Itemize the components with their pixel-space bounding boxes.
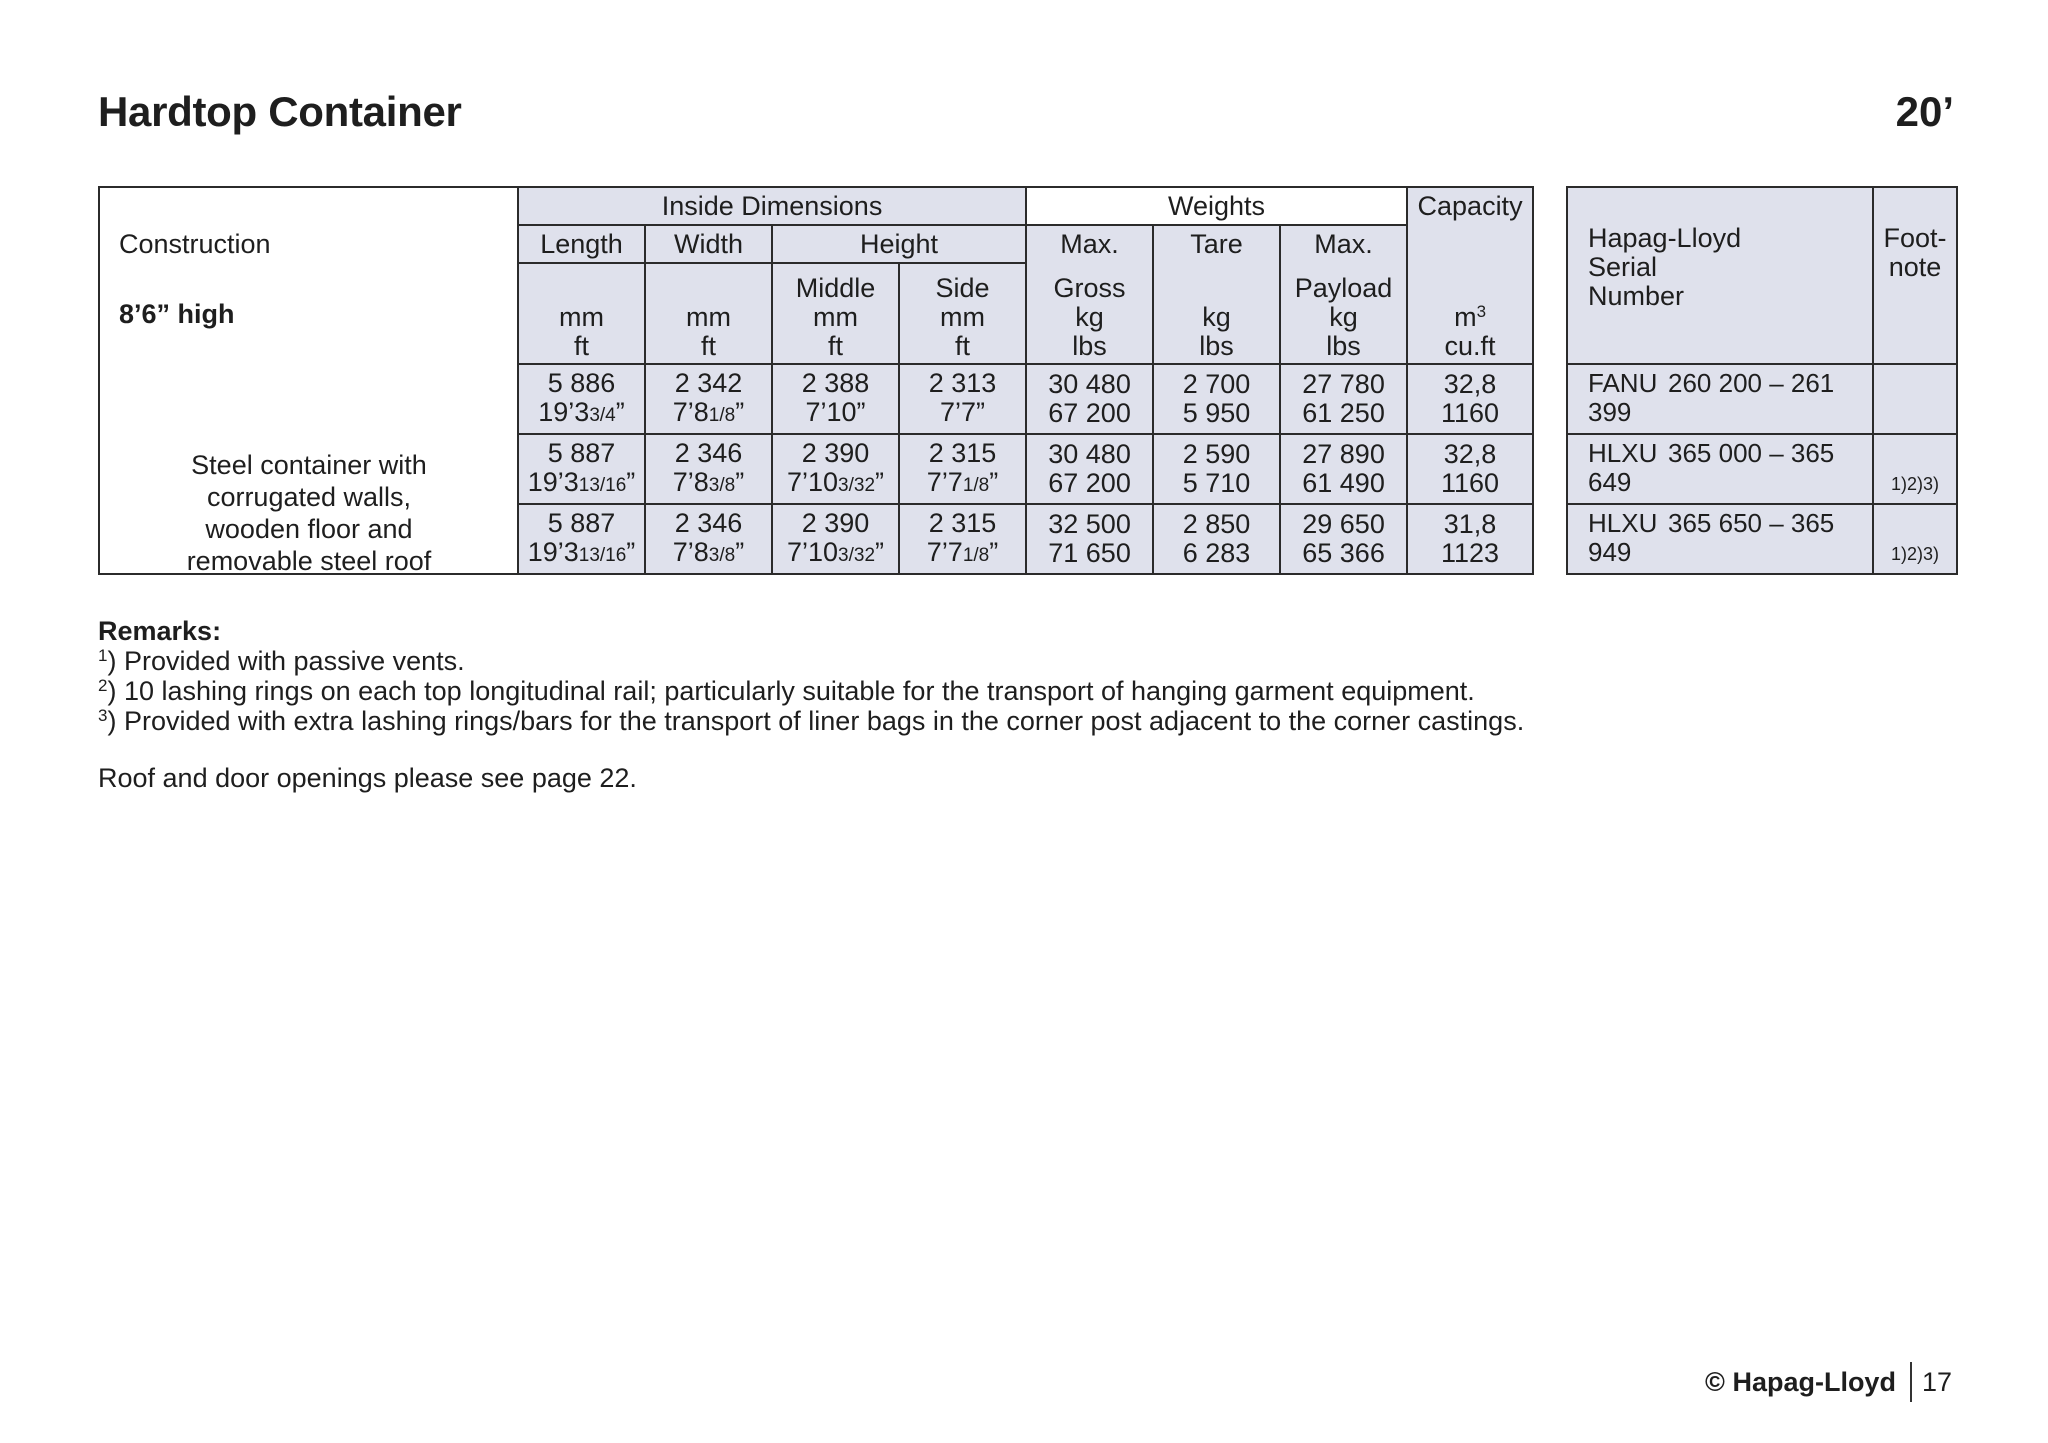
height-class-label: 8’6” high bbox=[119, 299, 235, 329]
remark-item: $^3$) Provided with extra lashing rings/bars for the transport of liner bags in the corner post adjacent to the corner castings. bbox=[98, 706, 1525, 736]
row-height-middle: 2 388 7’10” bbox=[772, 364, 899, 434]
remarks-section bbox=[98, 616, 1524, 736]
serial-range: HLXU 365 650 – 365 949 bbox=[1567, 504, 1873, 574]
row-height-side: 2 315 7’71/8” bbox=[899, 504, 1026, 574]
serial-footnote: 1)2)3) bbox=[1873, 434, 1957, 504]
header-width: Width bbox=[645, 225, 772, 263]
serial-row bbox=[1567, 364, 1957, 434]
row-tare: 2 590 5 710 bbox=[1153, 434, 1280, 504]
group-inside-dimensions: Inside Dimensions bbox=[518, 187, 1026, 225]
unit-gross: Gross kg lbs bbox=[1026, 263, 1153, 364]
header-tare: Tare bbox=[1153, 225, 1280, 263]
header-height: Height bbox=[772, 225, 1026, 263]
serial-row bbox=[1567, 434, 1957, 504]
row-capacity: 31,8 1123 bbox=[1407, 504, 1533, 574]
capacity-blank bbox=[1407, 225, 1533, 263]
row-gross: 32 500 71 650 bbox=[1026, 504, 1153, 574]
remarks-heading: Remarks: bbox=[98, 616, 222, 646]
footer-divider bbox=[1910, 1362, 1912, 1402]
serial-range: HLXU 365 000 – 365 649 bbox=[1567, 434, 1873, 504]
remark-item: $^1$) Provided with passive vents. bbox=[98, 646, 465, 676]
header-max-gross: Max. bbox=[1026, 225, 1153, 263]
serial-row bbox=[1567, 504, 1957, 574]
row-tare: 2 850 6 283 bbox=[1153, 504, 1280, 574]
construction-cell bbox=[99, 187, 518, 574]
header-serial-number: Hapag-Lloyd Serial Number bbox=[1567, 187, 1873, 364]
row-payload: 27 890 61 490 bbox=[1280, 434, 1407, 504]
construction-description: Steel container with corrugated walls, wooden floor and removable steel roof bbox=[186, 450, 432, 576]
copyright: © Hapag-Lloyd bbox=[1705, 1366, 1896, 1397]
header-length: Length bbox=[518, 225, 645, 263]
row-width: 2 346 7’83/8” bbox=[645, 504, 772, 574]
row-capacity: 32,8 1160 bbox=[1407, 364, 1533, 434]
row-payload: 29 650 65 366 bbox=[1280, 504, 1407, 574]
row-length: 5 887 19’313/16” bbox=[518, 434, 645, 504]
group-weights: Weights bbox=[1026, 187, 1407, 225]
construction-label: Construction bbox=[119, 229, 271, 259]
serial-footnote bbox=[1873, 364, 1957, 434]
serial-footnote: 1)2)3) bbox=[1873, 504, 1957, 574]
specification-table bbox=[98, 186, 1534, 575]
page-title: Hardtop Container bbox=[98, 88, 462, 135]
remark-item: $^2$) 10 lashing rings on each top longitudinal rail; particularly suitable for the transport of hanging garment equipment. bbox=[98, 676, 1475, 706]
row-capacity: 32,8 1160 bbox=[1407, 434, 1533, 504]
row-width: 2 342 7’81/8” bbox=[645, 364, 772, 434]
container-size: 20’ bbox=[1895, 88, 1954, 135]
row-width: 2 346 7’83/8” bbox=[645, 434, 772, 504]
page-number: 17 bbox=[1921, 1366, 1952, 1397]
unit-payload: Payload kg lbs bbox=[1280, 263, 1407, 364]
page-footer bbox=[1705, 1362, 1952, 1402]
unit-capacity: $m^3$ cu.ft bbox=[1407, 263, 1533, 364]
row-length: 5 886 19’33/4” bbox=[518, 364, 645, 434]
row-height-side: 2 315 7’71/8” bbox=[899, 434, 1026, 504]
row-height-side: 2 313 7’7” bbox=[899, 364, 1026, 434]
unit-tare: kg lbs bbox=[1153, 263, 1280, 364]
serial-number-table bbox=[1566, 186, 1958, 575]
row-length: 5 887 19’313/16” bbox=[518, 504, 645, 574]
group-capacity: Capacity bbox=[1407, 187, 1533, 225]
header-max-payload: Max. bbox=[1280, 225, 1407, 263]
roof-door-note: Roof and door openings please see page 22. bbox=[98, 763, 637, 793]
row-tare: 2 700 5 950 bbox=[1153, 364, 1280, 434]
header-footnote: Foot- note bbox=[1873, 187, 1957, 364]
unit-length: mm ft bbox=[518, 263, 645, 364]
row-gross: 30 480 67 200 bbox=[1026, 364, 1153, 434]
row-height-middle: 2 390 7’103/32” bbox=[772, 504, 899, 574]
row-height-middle: 2 390 7’103/32” bbox=[772, 434, 899, 504]
unit-middle: Middle mm ft bbox=[772, 263, 899, 364]
unit-width: mm ft bbox=[645, 263, 772, 364]
row-gross: 30 480 67 200 bbox=[1026, 434, 1153, 504]
row-payload: 27 780 61 250 bbox=[1280, 364, 1407, 434]
serial-range: FANU 260 200 – 261 399 bbox=[1567, 364, 1873, 434]
unit-side: Side mm ft bbox=[899, 263, 1026, 364]
